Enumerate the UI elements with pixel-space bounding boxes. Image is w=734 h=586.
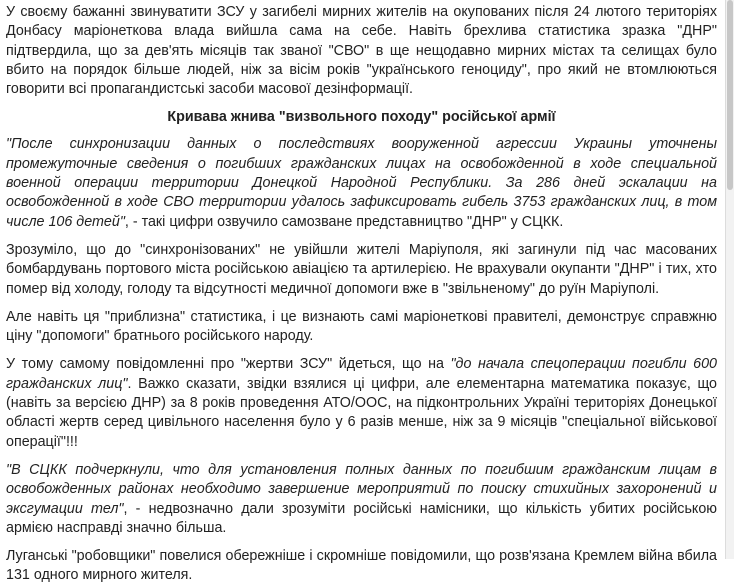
mariupol-paragraph: Зрозуміло, що до "синхронізованих" не увійшли жителі Маріуполя, які загинули під час масованих бомбардувань портового міста російською авіацією та артилерією. Не врахували окупанти "ДНР" і тих, хто помер від холоду, голоду та відсутності медичної допомоги вже в "звільненому" до руїн Маріуполі. [6, 241, 717, 297]
luhansk-paragraph: Луганські "робовщики" повелися обережніше і скромніше повідомили, що розв'язана Кремлем війна вбила 131 одного мирного жителя. [6, 548, 717, 584]
quote-text: "После синхронизации данных о последствиях вооруженной агрессии Украины уточнены промежуточные сведения о погибших гражданских лицах на освобожденной в ходе специальной военной операции территории Донецкой Народной Республики. За 286 дней эскалации на освобожденной в ходе СВО территории удалось зафиксировать гибель 3753 гражданских лиц, в том числе 106 детей" [6, 136, 717, 230]
paragraph-text: У тому самому повідомленні про "жертви ЗСУ" йдеться, що на [6, 356, 451, 373]
scrollbar-thumb[interactable] [727, 0, 733, 190]
quote-text: "до начала спецоперации погибли 600 гражданских лиц" [6, 356, 717, 392]
quote-attribution: , - недвозначно дали зрозуміти російські намісники, що кількість убитих російською армією насправді значно більша. [6, 500, 717, 536]
section-heading: Кривава жнива "визвольного походу" російської армії [167, 109, 556, 126]
paragraph-text: . Важко сказати, звідки взялися ці цифри, але елементарна математика показує, що (навіть за версією ДНР) за 8 років проведення АТО/ООС, на підконтрольних Україні територіях Донецької області жертв серед цивільного населення було у 6 разів менше, ніж за 9 місяців "спеціальної військової операції"!!! [6, 375, 718, 450]
vertical-scrollbar[interactable] [725, 0, 734, 559]
statistics-paragraph: Але навіть ця "приблизна" статистика, і це визнають самі маріонеткові правителі, демонструє справжню ціну "допомоги" братнього російського народу. [6, 308, 717, 345]
quote-paragraph-dnr [6, 135, 717, 231]
intro-paragraph: У своєму бажанні звинуватити ЗСУ у загибелі мирних жителів на окупованих після 24 лютого територіях Донбасу маріонеткова влада вийшла сама на себе. Навіть брехлива статистика зразка "ДНР" підтвердила, що за дев'ять місяців так званої "СВО" в ще нещодавно мирних містах та селищах було вбито на порядок більше людей, ніж за вісім років "українського геноциду", про який не втомлюються говорити всі пропагандистські засоби масової дезінформації. [6, 4, 717, 98]
quote-attribution: , - такі цифри озвучило самозване представництво "ДНР" у СЦКК. [124, 213, 564, 230]
quote-text: "В СЦКК подчеркнули, что для установления полных данных по погибшим гражданским лицам в освобожденных районах необходимо завершение мероприятий по поиску стихийных захоронений и эксгумации тел" [6, 461, 717, 517]
ato-comparison-paragraph [6, 355, 717, 451]
sckk-quote-paragraph [6, 461, 717, 538]
